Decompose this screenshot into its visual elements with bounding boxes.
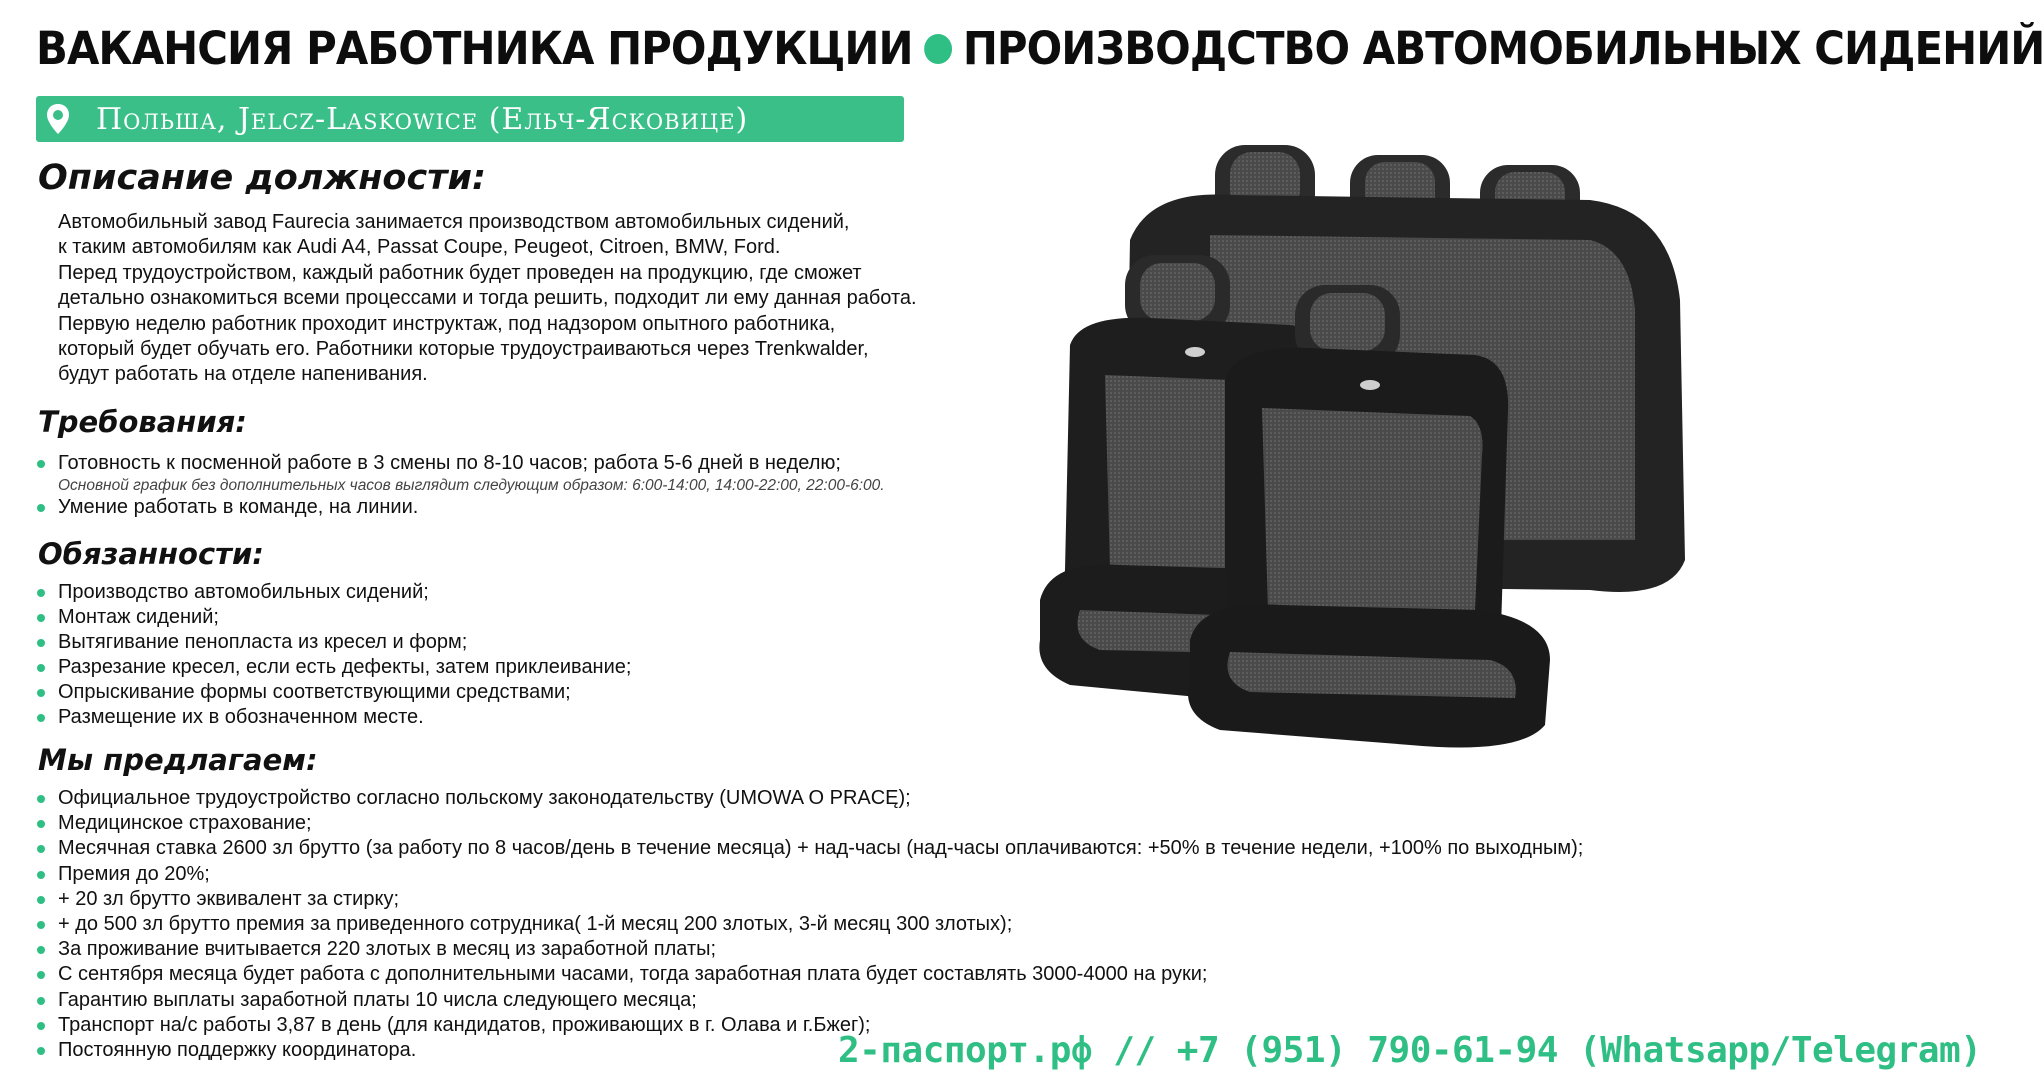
bullet-icon <box>37 664 45 672</box>
duty-text: Производство автомобильных сидений; <box>58 581 429 603</box>
list-item <box>33 962 1583 987</box>
map-pin-icon <box>36 96 80 142</box>
bullet-icon <box>37 946 45 954</box>
list-item <box>33 630 631 655</box>
schedule-note: Основной график без дополнительных часов выглядит следующим образом: 6:00-14:00, 14:00-22:00, 22:00-6:00. <box>58 477 885 494</box>
description-heading: Описание должности: <box>38 158 487 198</box>
duties-heading: Обязанности: <box>38 537 264 571</box>
title-part-2: ПРОИЗВОДСТВО АВТОМОБИЛЬНЫХ СИДЕНИЙ <box>962 22 2044 75</box>
bullet-icon <box>37 845 45 853</box>
list-item <box>33 811 1583 836</box>
bullet-icon <box>37 896 45 904</box>
page-title <box>36 22 2044 75</box>
list-item <box>33 680 631 705</box>
offer-text: Премия до 20%; <box>58 862 210 885</box>
duty-text: Размещение их в обозначенном месте. <box>58 706 424 728</box>
list-item <box>33 495 885 520</box>
description-line: Перед трудоустройством, каждый работник будет проведен на продукцию, где сможет <box>58 261 862 284</box>
description-line: к таким автомобилям как Audi A4, Passat Coupe, Peugeot, Citroen, BMW, Ford. <box>58 236 781 259</box>
requirements-heading: Требования: <box>38 405 247 439</box>
duty-text: Разрезание кресел, если есть дефекты, затем приклеивание; <box>58 656 632 678</box>
description-line: Автомобильный завод Faurecia занимается производством автомобильных сидений, <box>58 211 850 233</box>
list-item <box>33 705 631 730</box>
list-item <box>33 937 1583 962</box>
location-banner <box>36 96 904 142</box>
description-line: будут работать на отделе напенивания. <box>58 363 428 386</box>
list-item <box>33 887 1583 912</box>
offer-text: Месячная ставка 2600 зл брутто (за работу по 8 часов/день в течение месяца) + над-часы (над-часы оплачиваются: +50% в течение недели, +100% по выходным); <box>58 837 1584 860</box>
bullet-icon <box>37 921 45 929</box>
list-item <box>33 580 631 605</box>
requirements-list <box>33 451 885 520</box>
bullet-icon <box>37 795 45 803</box>
description-line: детально ознакомиться всеми процессами и тогда решить, подходит ли ему данная работа. <box>58 287 917 310</box>
offer-text: С сентября месяца будет работа с дополнительными часами, тогда заработная плата будет составлять 3000-4000 на руки; <box>58 963 1208 986</box>
bullet-icon <box>37 639 45 647</box>
contact-info: 2-паспорт.рф // +7 (951) 790-61-94 (Whatsapp/Telegram) <box>838 1030 1982 1071</box>
duty-text: Вытягивание пенопласта из кресел и форм; <box>58 631 468 653</box>
list-item <box>33 912 1583 937</box>
bullet-icon <box>37 714 45 722</box>
bullet-icon <box>37 871 45 879</box>
bullet-icon <box>37 460 45 468</box>
bullet-icon <box>37 589 45 597</box>
bullet-icon <box>37 1047 45 1055</box>
list-item <box>33 862 1583 887</box>
offer-heading: Мы предлагаем: <box>38 743 318 777</box>
offer-text: Медицинское страхование; <box>58 812 312 835</box>
description-line: который будет обучать его. Работники которые трудоустраиваються через Trenkwalder, <box>58 338 869 361</box>
requirement-text: Умение работать в команде, на линии. <box>58 496 419 518</box>
bullet-dot-icon <box>924 34 952 64</box>
offer-text: + 20 зл брутто эквивалент за стирку; <box>58 887 400 910</box>
bullet-icon <box>37 1022 45 1030</box>
bullet-icon <box>37 971 45 979</box>
duties-list <box>33 580 631 730</box>
offer-text: Транспорт на/с работы 3,87 в день (для кандидатов, проживающих в г. Олава и г.Бжег); <box>58 1013 871 1036</box>
location-text: Польша, Jelcz-Laskowice (Ельч-Ясковице) <box>96 101 749 137</box>
offer-text: + до 500 зл брутто премия за приведенного сотрудника( 1-й месяц 200 злотых, 3-й месяц 300 злотых); <box>58 913 1013 936</box>
title-part-1: ВАКАНСИЯ РАБОТНИКА ПРОДУКЦИИ <box>36 22 913 75</box>
bullet-icon <box>37 504 45 512</box>
list-item <box>33 786 1583 811</box>
list-item <box>33 988 1583 1013</box>
bullet-icon <box>37 689 45 697</box>
car-seat-covers-illustration <box>1030 140 1910 760</box>
list-item <box>33 605 631 630</box>
offer-text: Официальное трудоустройство согласно польскому законодательству (UMOWA O PRACĘ); <box>58 787 911 809</box>
list-item <box>33 836 1583 861</box>
offer-text: Гарантию выплаты заработной платы 10 числа следующего месяца; <box>58 988 697 1011</box>
list-item <box>33 655 631 680</box>
list-item <box>33 451 885 495</box>
description-text <box>58 210 917 388</box>
duty-text: Опрыскивание формы соответствующими средствами; <box>58 681 571 703</box>
description-line: Первую неделю работник проходит инструктаж, под надзором опытного работника, <box>58 312 836 335</box>
bullet-icon <box>37 614 45 622</box>
duty-text: Монтаж сидений; <box>58 606 219 628</box>
offer-list <box>33 786 1583 1063</box>
offer-text: За проживание вчитывается 220 злотых в месяц из заработной платы; <box>58 938 717 961</box>
requirement-text: Готовность к посменной работе в 3 смены по 8-10 часов; работа 5-6 дней в неделю; <box>58 452 841 474</box>
offer-text: Постоянную поддержку координатора. <box>58 1039 417 1062</box>
bullet-icon <box>37 820 45 828</box>
bullet-icon <box>37 997 45 1005</box>
